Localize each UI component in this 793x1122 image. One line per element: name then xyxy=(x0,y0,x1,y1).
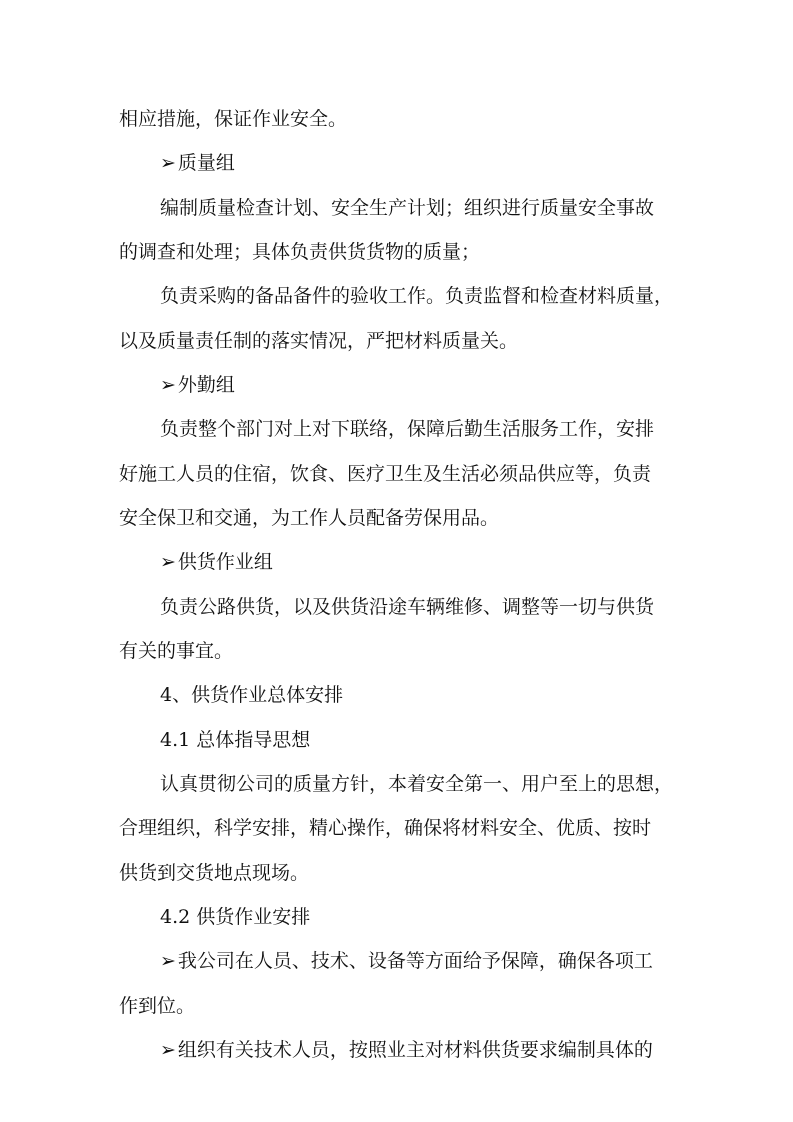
paragraph-line: 负责公路供货，以及供货沿途车辆维修、调整等一切与供货 xyxy=(160,596,655,618)
paragraph-line: 安全保卫和交通，为工作人员配备劳保用品。 xyxy=(119,507,500,529)
arrow-bullet-icon: ➢ xyxy=(160,374,176,396)
list-item: ➢ 组织有关技术人员，按照业主对材料供货要求编制具体的 xyxy=(160,1039,653,1061)
section-heading-field-group: ➢ 外勤组 xyxy=(160,374,235,396)
paragraph-line: 有关的事宜。 xyxy=(119,640,234,662)
arrow-bullet-icon: ➢ xyxy=(160,1039,176,1061)
arrow-bullet-icon: ➢ xyxy=(160,950,176,972)
subsection-heading: 4.2 供货作业安排 xyxy=(160,906,311,928)
paragraph-line: 作到位。 xyxy=(119,995,196,1017)
paragraph-line: 负责整个部门对上对下联络，保障后勤生活服务工作，安排 xyxy=(160,418,655,440)
paragraph-line: 合理组织，科学安排，精心操作，确保将材料安全、优质、按时 xyxy=(119,817,652,839)
arrow-bullet-icon: ➢ xyxy=(160,551,176,573)
arrow-bullet-icon: ➢ xyxy=(160,152,176,174)
section-heading-quality-group: ➢ 质量组 xyxy=(160,152,235,174)
paragraph-line: 编制质量检查计划、安全生产计划；组织进行质量安全事故 xyxy=(160,197,655,219)
paragraph-line: 供货到交货地点现场。 xyxy=(119,862,310,884)
list-item: ➢ 我公司在人员、技术、设备等方面给予保障，确保各项工 xyxy=(160,950,653,972)
paragraph-line: 的调查和处理；具体负责供货货物的质量； xyxy=(119,241,481,263)
section-heading-supply-group: ➢ 供货作业组 xyxy=(160,551,273,573)
subsection-heading: 4.1 总体指导思想 xyxy=(160,729,311,751)
paragraph-line: 负责采购的备品备件的验收工作。负责监督和检查材料质量， xyxy=(160,285,674,307)
section-heading: 4、供货作业总体安排 xyxy=(160,684,344,706)
paragraph-line: 以及质量责任制的落实情况，严把材料质量关。 xyxy=(119,330,519,352)
paragraph-line: 相应措施，保证作业安全。 xyxy=(119,108,348,130)
paragraph-line: 好施工人员的住宿，饮食、医疗卫生及生活必须品供应等，负责 xyxy=(119,463,652,485)
paragraph-line: 认真贯彻公司的质量方针，本着安全第一、用户至上的思想， xyxy=(160,773,674,795)
